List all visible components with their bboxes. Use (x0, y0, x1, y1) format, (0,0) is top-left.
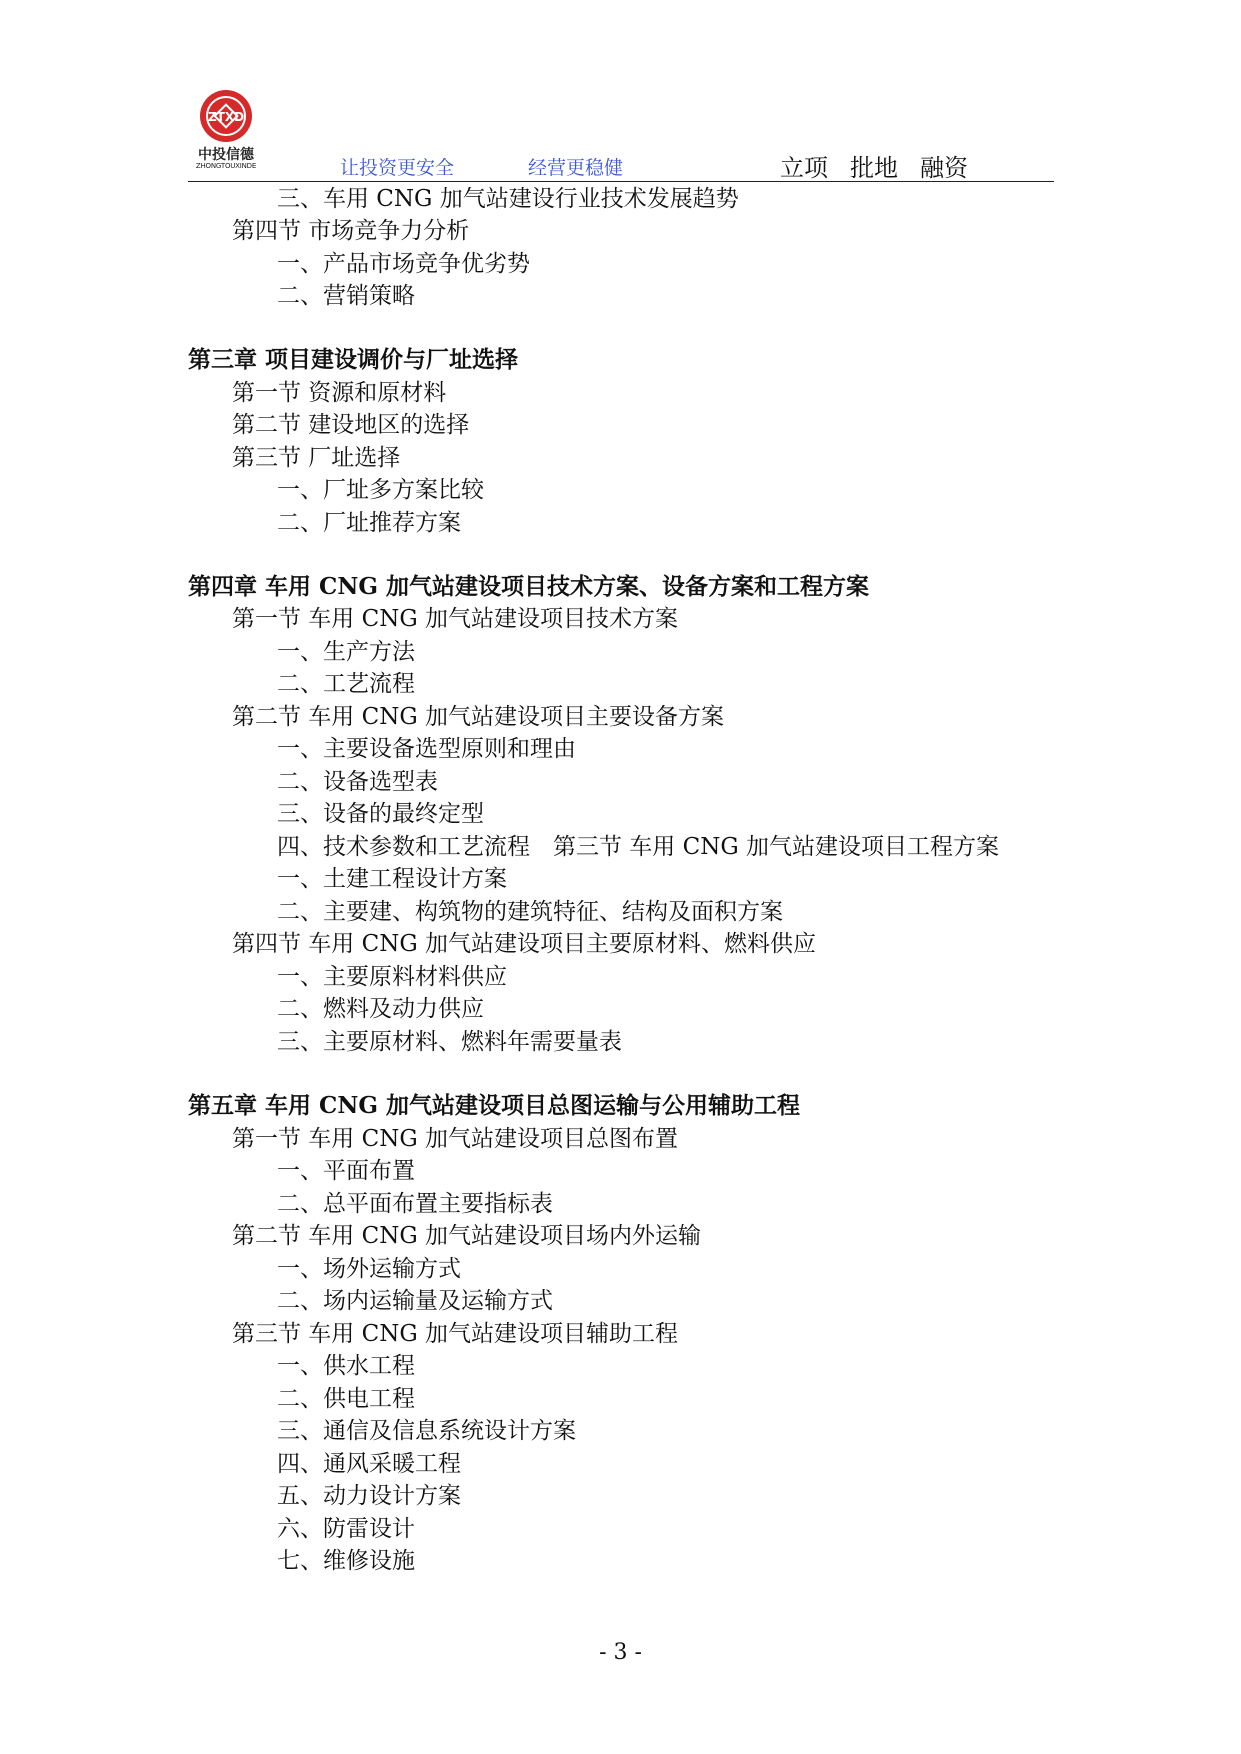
toc-item: 第二节 车用 CNG 加气站建设项目场内外运输 (232, 1223, 702, 1249)
logo-badge-text: ZTXD (207, 110, 245, 124)
header-divider (188, 181, 1054, 182)
toc-item: 一、产品市场竞争优劣势 (277, 251, 530, 277)
toc-item: 一、主要设备选型原则和理由 (277, 736, 576, 762)
company-logo (188, 88, 264, 180)
toc-chapter: 第三章 项目建设调价与厂址选择 (188, 346, 519, 373)
toc-item: 第三节 厂址选择 (232, 445, 401, 471)
toc-item: 第二节 车用 CNG 加气站建设项目主要设备方案 (232, 704, 725, 730)
toc-item: 二、燃料及动力供应 (277, 996, 484, 1022)
logo-emblem-icon (188, 88, 264, 148)
toc-chapter: 第五章 车用 CNG 加气站建设项目总图运输与公用辅助工程 (188, 1092, 800, 1119)
toc-chapter: 第四章 车用 CNG 加气站建设项目技术方案、设备方案和工程方案 (188, 573, 869, 600)
toc-item: 二、厂址推荐方案 (277, 510, 461, 536)
toc-item: 一、土建工程设计方案 (277, 866, 507, 892)
toc-item: 六、防雷设计 (277, 1516, 415, 1542)
toc-item: 第一节 车用 CNG 加气站建设项目技术方案 (232, 606, 679, 632)
toc-item: 一、供水工程 (277, 1353, 415, 1379)
toc-item: 一、场外运输方式 (277, 1256, 461, 1282)
service-list (780, 148, 990, 183)
toc-item: 第四节 市场竞争力分析 (232, 218, 470, 244)
toc-item: 一、生产方法 (277, 639, 415, 665)
toc-item: 二、供电工程 (277, 1386, 415, 1412)
slogan-safety: 让投资更安全 (340, 157, 455, 179)
toc-item: 四、技术参数和工艺流程 第三节 车用 CNG 加气站建设项目工程方案 (277, 834, 1000, 860)
toc-item: 四、通风采暖工程 (277, 1451, 461, 1477)
toc-item: 一、平面布置 (277, 1158, 415, 1184)
toc-item: 三、车用 CNG 加气站建设行业技术发展趋势 (277, 186, 739, 212)
service-approval: 立项 (780, 154, 828, 182)
service-land: 批地 (850, 154, 898, 182)
toc-item: 一、主要原料材料供应 (277, 964, 507, 990)
slogan-stability: 经营更稳健 (528, 157, 624, 179)
logo-english-name: ZHONGTOUXINDE (195, 162, 257, 170)
toc-item: 三、设备的最终定型 (277, 801, 484, 827)
toc-item: 五、动力设计方案 (277, 1483, 461, 1509)
toc-item: 第二节 建设地区的选择 (232, 412, 470, 438)
toc-item: 二、营销策略 (277, 283, 415, 309)
toc-item: 二、工艺流程 (277, 671, 415, 697)
toc-item: 七、维修设施 (277, 1548, 415, 1574)
page-number: - 3 - (599, 1640, 642, 1665)
toc-item: 第一节 车用 CNG 加气站建设项目总图布置 (232, 1126, 679, 1152)
toc-item: 二、设备选型表 (277, 769, 438, 795)
toc-item: 二、主要建、构筑物的建筑特征、结构及面积方案 (277, 899, 783, 925)
toc-item: 三、主要原材料、燃料年需要量表 (277, 1029, 622, 1055)
page-header (0, 0, 1241, 185)
toc-item: 一、厂址多方案比较 (277, 477, 484, 503)
toc-item: 第一节 资源和原材料 (232, 380, 447, 406)
toc-item: 第四节 车用 CNG 加气站建设项目主要原材料、燃料供应 (232, 931, 817, 957)
toc-item: 第三节 车用 CNG 加气站建设项目辅助工程 (232, 1321, 679, 1347)
toc-item: 三、通信及信息系统设计方案 (277, 1418, 576, 1444)
logo-chinese-name: 中投信德 (198, 147, 254, 163)
service-financing: 融资 (920, 154, 968, 182)
toc-item: 二、总平面布置主要指标表 (277, 1191, 553, 1217)
toc-item: 二、场内运输量及运输方式 (277, 1288, 553, 1314)
